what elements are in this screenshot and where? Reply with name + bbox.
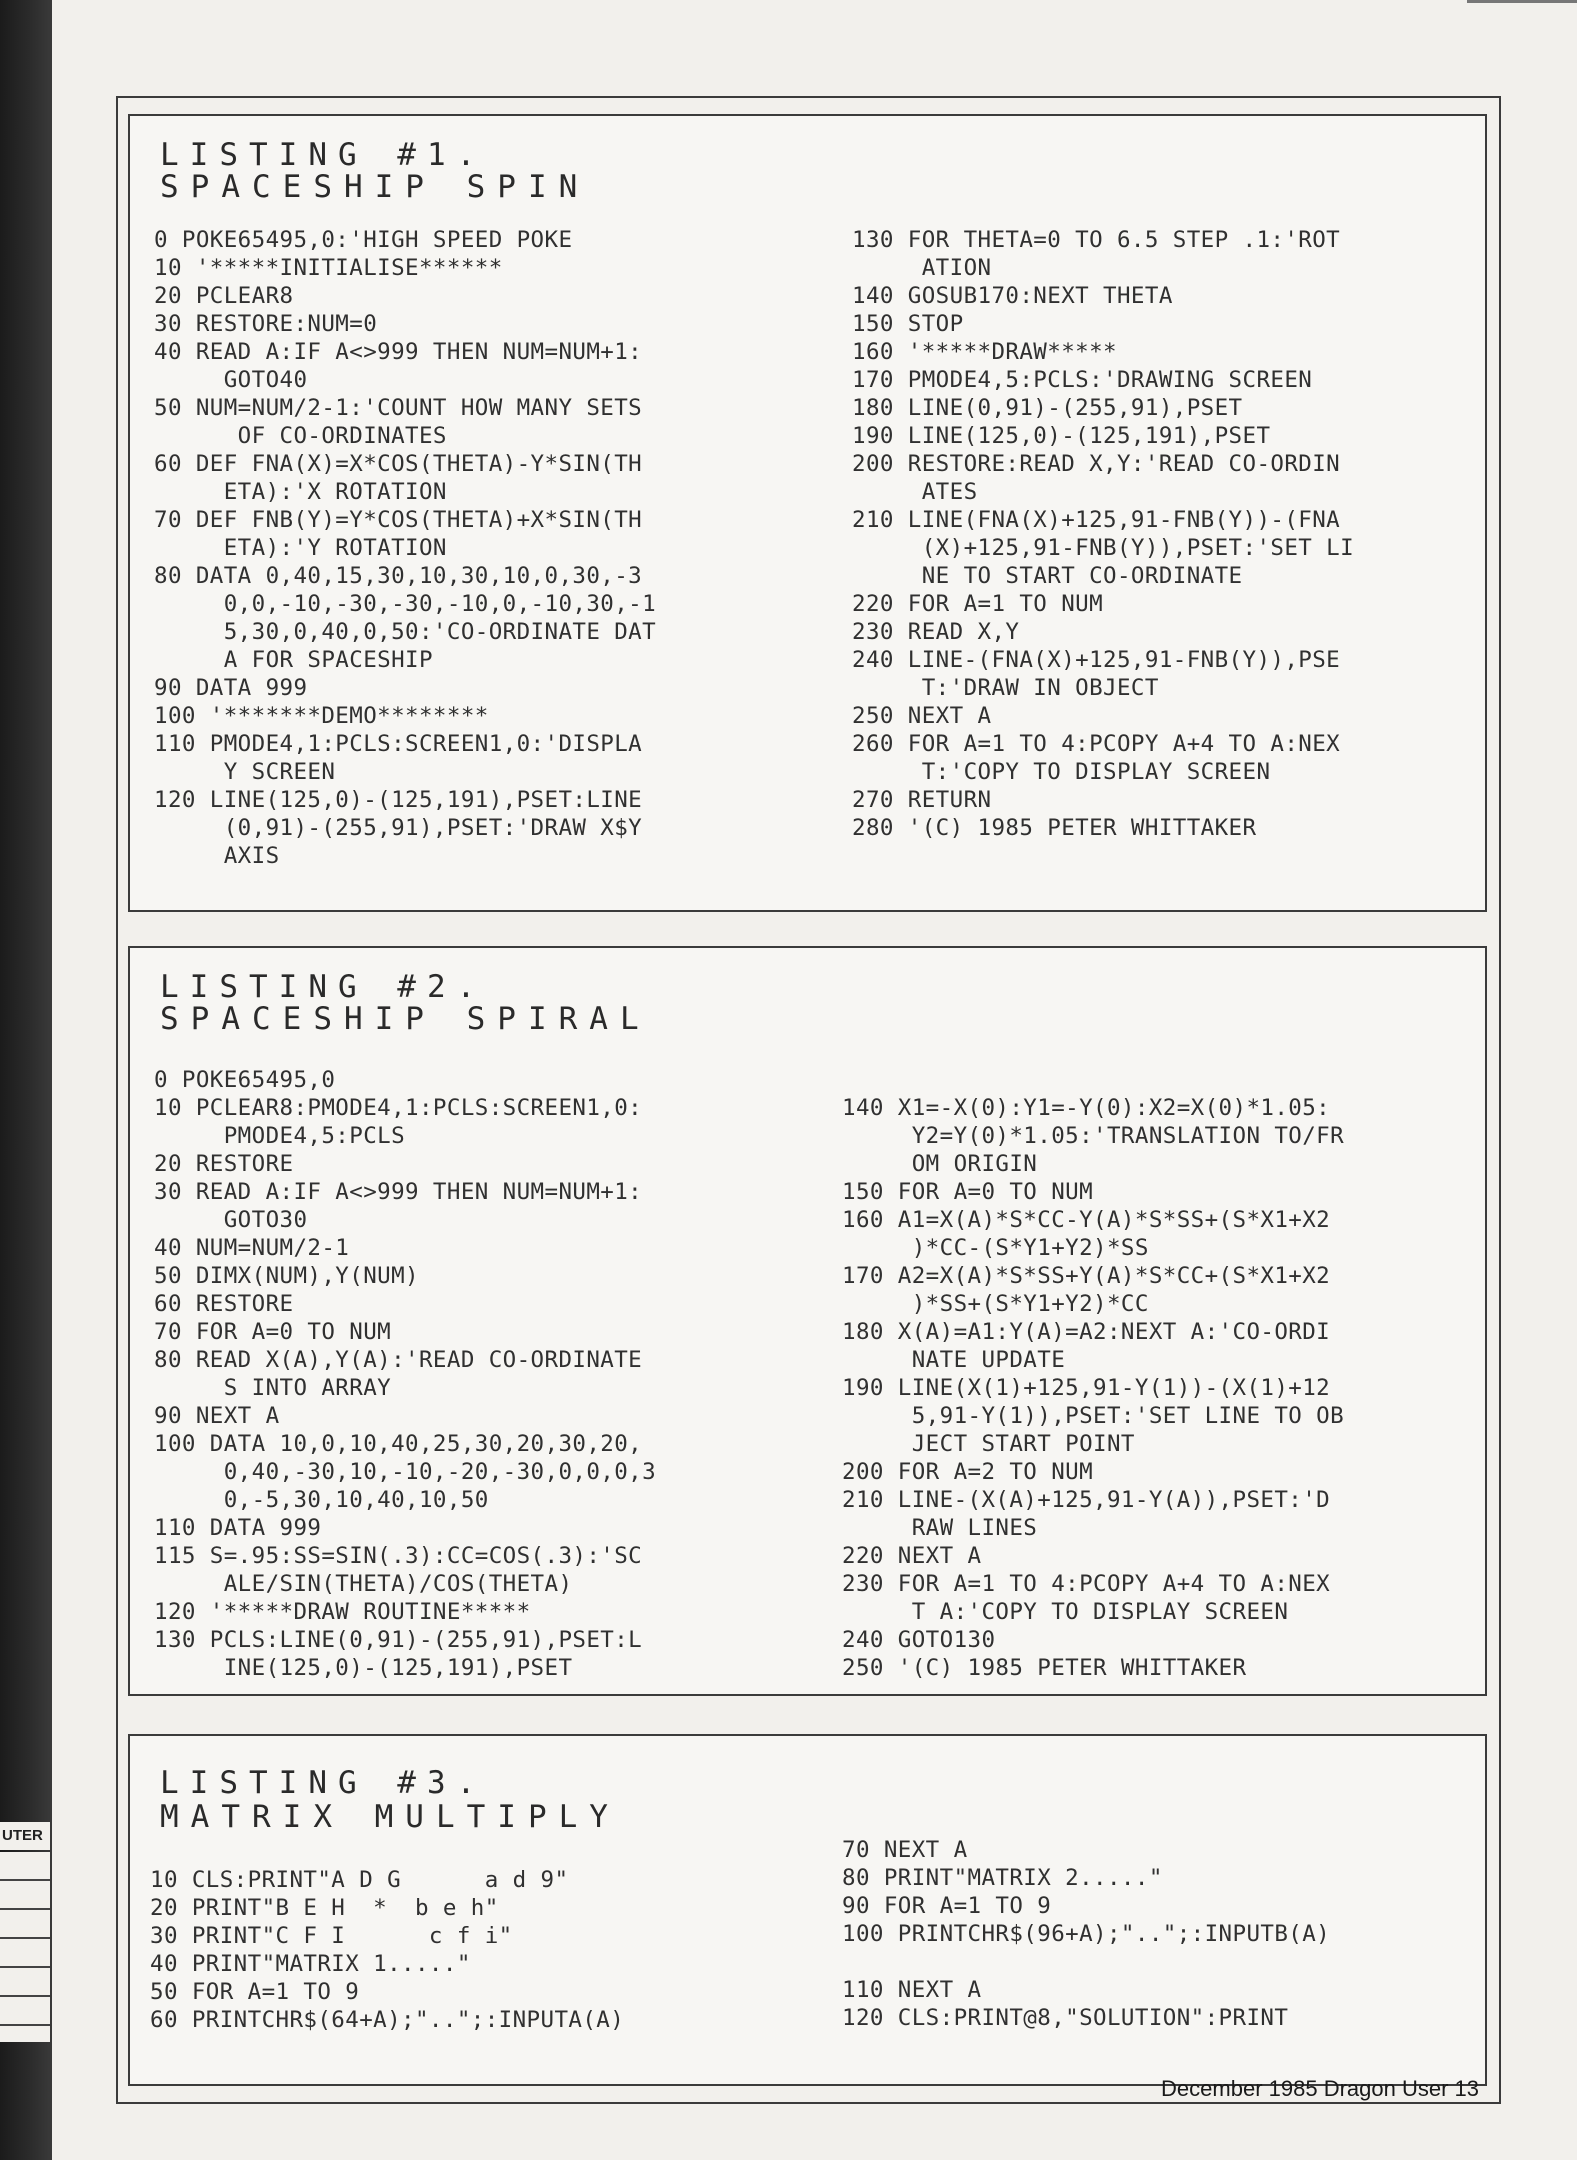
code-line: 230 FOR A=1 TO 4:PCOPY A+4 TO A:NEX bbox=[842, 1571, 1331, 1597]
code-line: (X)+125,91-FNB(Y)),PSET:'SET LI bbox=[852, 535, 1355, 561]
code-line: AXIS bbox=[154, 843, 280, 869]
code-line: Y2=Y(0)*1.05:'TRANSLATION TO/FR bbox=[842, 1123, 1345, 1149]
code-line: 270 RETURN bbox=[852, 787, 992, 813]
code-line: T A:'COPY TO DISPLAY SCREEN bbox=[842, 1599, 1289, 1625]
code-line: JECT START POINT bbox=[842, 1431, 1135, 1457]
code-line bbox=[842, 1948, 1330, 1976]
code-line: 170 PMODE4,5:PCLS:'DRAWING SCREEN bbox=[852, 367, 1313, 393]
listing-1-title: LISTING #1. bbox=[160, 137, 487, 173]
listing-3-right-code bbox=[842, 1836, 1330, 2032]
code-line: 40 NUM=NUM/2-1 bbox=[154, 1235, 350, 1261]
code-line: 110 NEXT A bbox=[842, 1977, 982, 2003]
code-line: 200 FOR A=2 TO NUM bbox=[842, 1459, 1094, 1485]
code-line: 80 PRINT"MATRIX 2....." bbox=[842, 1865, 1163, 1891]
code-line: 60 DEF FNA(X)=X*COS(THETA)-Y*SIN(TH bbox=[154, 451, 643, 477]
code-line: 80 DATA 0,40,15,30,10,30,10,0,30,-3 bbox=[154, 563, 643, 589]
code-line: ETA):'X ROTATION bbox=[154, 479, 447, 505]
code-line: 220 NEXT A bbox=[842, 1543, 982, 1569]
code-line: 90 FOR A=1 TO 9 bbox=[842, 1893, 1052, 1919]
code-line: 60 RESTORE bbox=[154, 1291, 294, 1317]
code-line: 110 DATA 999 bbox=[154, 1515, 322, 1541]
code-line: 140 GOSUB170:NEXT THETA bbox=[852, 283, 1173, 309]
code-line: 40 PRINT"MATRIX 1....." bbox=[150, 1951, 471, 1977]
code-line: 70 FOR A=0 TO NUM bbox=[154, 1319, 392, 1345]
listing-2-left-code bbox=[154, 1066, 656, 1682]
code-line: 190 LINE(X(1)+125,91-Y(1))-(X(1)+12 bbox=[842, 1375, 1331, 1401]
page-edge bbox=[1467, 0, 1577, 3]
code-line: 30 READ A:IF A<>999 THEN NUM=NUM+1: bbox=[154, 1179, 643, 1205]
code-line: 80 READ X(A),Y(A):'READ CO-ORDINATE bbox=[154, 1347, 643, 1373]
code-line: 5,30,0,40,0,50:'CO-ORDINATE DAT bbox=[154, 619, 657, 645]
code-line: 0,-5,30,10,40,10,50 bbox=[154, 1487, 489, 1513]
code-line: )*SS+(S*Y1+Y2)*CC bbox=[842, 1291, 1149, 1317]
code-line: 120 CLS:PRINT@8,"SOLUTION":PRINT bbox=[842, 2005, 1289, 2031]
code-line: 40 READ A:IF A<>999 THEN NUM=NUM+1: bbox=[154, 339, 643, 365]
code-line: )*CC-(S*Y1+Y2)*SS bbox=[842, 1235, 1149, 1261]
code-line: 0,40,-30,10,-10,-20,-30,0,0,0,3 bbox=[154, 1459, 657, 1485]
code-line: 30 PRINT"C F I c f i" bbox=[150, 1923, 513, 1949]
code-line: 100 DATA 10,0,10,40,25,30,20,30,20, bbox=[154, 1431, 643, 1457]
listing-3-left-code bbox=[150, 1866, 624, 2034]
code-line: 10 '*****INITIALISE****** bbox=[154, 255, 503, 281]
side-tab-lines bbox=[0, 1852, 50, 2042]
listing-1-left-code bbox=[154, 226, 656, 870]
listing-3-box bbox=[128, 1734, 1487, 2086]
code-line: 50 DIMX(NUM),Y(NUM) bbox=[154, 1263, 419, 1289]
listing-2-title: LISTING #2. bbox=[160, 969, 487, 1005]
code-line: T:'COPY TO DISPLAY SCREEN bbox=[852, 759, 1271, 785]
code-line: 115 S=.95:SS=SIN(.3):CC=COS(.3):'SC bbox=[154, 1543, 643, 1569]
listing-1-box bbox=[128, 114, 1487, 912]
code-line: 190 LINE(125,0)-(125,191),PSET bbox=[852, 423, 1271, 449]
code-line: 0,0,-10,-30,-30,-10,0,-10,30,-1 bbox=[154, 591, 657, 617]
listing-1-subtitle: SPACESHIP SPIN bbox=[160, 169, 590, 205]
code-line: 100 PRINTCHR$(96+A);"..";:INPUTB(A) bbox=[842, 1921, 1331, 1947]
listing-3-title: LISTING #3. bbox=[160, 1765, 487, 1801]
code-line: 10 CLS:PRINT"A D G a d 9" bbox=[150, 1867, 569, 1893]
code-line: 100 '*******DEMO******** bbox=[154, 703, 489, 729]
code-line: 120 '*****DRAW ROUTINE***** bbox=[154, 1599, 531, 1625]
code-line: NATE UPDATE bbox=[842, 1347, 1066, 1373]
code-line: ETA):'Y ROTATION bbox=[154, 535, 447, 561]
code-line: 160 A1=X(A)*S*CC-Y(A)*S*SS+(S*X1+X2 bbox=[842, 1207, 1331, 1233]
listing-2-subtitle: SPACESHIP SPIRAL bbox=[160, 1001, 651, 1037]
code-line: 130 PCLS:LINE(0,91)-(255,91),PSET:L bbox=[154, 1627, 643, 1653]
code-line: ALE/SIN(THETA)/COS(THETA) bbox=[154, 1571, 573, 1597]
code-line: (0,91)-(255,91),PSET:'DRAW X$Y bbox=[154, 815, 643, 841]
code-line: ATES bbox=[852, 479, 978, 505]
code-line: 90 NEXT A bbox=[154, 1403, 280, 1429]
code-line: 210 LINE(FNA(X)+125,91-FNB(Y))-(FNA bbox=[852, 507, 1341, 533]
code-line: 10 PCLEAR8:PMODE4,1:PCLS:SCREEN1,0: bbox=[154, 1095, 643, 1121]
code-line: 110 PMODE4,1:PCLS:SCREEN1,0:'DISPLA bbox=[154, 731, 643, 757]
code-line: 20 RESTORE bbox=[154, 1151, 294, 1177]
code-line: 250 '(C) 1985 PETER WHITTAKER bbox=[842, 1655, 1247, 1681]
code-line: 200 RESTORE:READ X,Y:'READ CO-ORDIN bbox=[852, 451, 1341, 477]
code-line: 150 STOP bbox=[852, 311, 964, 337]
code-line: 60 PRINTCHR$(64+A);"..";:INPUTA(A) bbox=[150, 2007, 625, 2033]
code-line: 20 PRINT"B E H * b e h" bbox=[150, 1895, 499, 1921]
code-line: 30 RESTORE:NUM=0 bbox=[154, 311, 378, 337]
code-line: 130 FOR THETA=0 TO 6.5 STEP .1:'ROT bbox=[852, 227, 1341, 253]
code-line: GOTO30 bbox=[154, 1207, 308, 1233]
code-line: OF CO-ORDINATES bbox=[154, 423, 447, 449]
listing-3-subtitle: MATRIX MULTIPLY bbox=[160, 1799, 620, 1835]
code-line: PMODE4,5:PCLS bbox=[154, 1123, 406, 1149]
code-line: ATION bbox=[852, 255, 992, 281]
listing-2-right-code bbox=[842, 1094, 1344, 1682]
code-line: 150 FOR A=0 TO NUM bbox=[842, 1179, 1094, 1205]
code-line: 240 GOTO130 bbox=[842, 1627, 996, 1653]
listing-1-right-code bbox=[852, 226, 1354, 842]
code-line: 210 LINE-(X(A)+125,91-Y(A)),PSET:'D bbox=[842, 1487, 1331, 1513]
code-line: T:'DRAW IN OBJECT bbox=[852, 675, 1159, 701]
page-footer: December 1985 Dragon User 13 bbox=[1161, 2076, 1479, 2101]
code-line: 240 LINE-(FNA(X)+125,91-FNB(Y)),PSE bbox=[852, 647, 1341, 673]
code-line: 230 READ X,Y bbox=[852, 619, 1020, 645]
side-tab-label: UTER bbox=[0, 1822, 50, 1850]
code-line: GOTO40 bbox=[154, 367, 308, 393]
code-line: 5,91-Y(1)),PSET:'SET LINE TO OB bbox=[842, 1403, 1345, 1429]
code-line: NE TO START CO-ORDINATE bbox=[852, 563, 1243, 589]
code-line: 50 NUM=NUM/2-1:'COUNT HOW MANY SETS bbox=[154, 395, 643, 421]
code-line: Y SCREEN bbox=[154, 759, 336, 785]
listing-2-box bbox=[128, 946, 1487, 1696]
code-line: 140 X1=-X(0):Y1=-Y(0):X2=X(0)*1.05: bbox=[842, 1095, 1331, 1121]
code-line: 250 NEXT A bbox=[852, 703, 992, 729]
code-line: 70 DEF FNB(Y)=Y*COS(THETA)+X*SIN(TH bbox=[154, 507, 643, 533]
code-line: A FOR SPACESHIP bbox=[154, 647, 433, 673]
code-line: 260 FOR A=1 TO 4:PCOPY A+4 TO A:NEX bbox=[852, 731, 1341, 757]
code-line: S INTO ARRAY bbox=[154, 1375, 392, 1401]
code-line: 20 PCLEAR8 bbox=[154, 283, 294, 309]
code-line: 280 '(C) 1985 PETER WHITTAKER bbox=[852, 815, 1257, 841]
code-line: 0 POKE65495,0:'HIGH SPEED POKE bbox=[154, 227, 573, 253]
code-line: 160 '*****DRAW***** bbox=[852, 339, 1117, 365]
code-line: 120 LINE(125,0)-(125,191),PSET:LINE bbox=[154, 787, 643, 813]
code-line: 50 FOR A=1 TO 9 bbox=[150, 1979, 360, 2005]
code-line: 0 POKE65495,0 bbox=[154, 1067, 336, 1093]
code-line: 180 X(A)=A1:Y(A)=A2:NEXT A:'CO-ORDI bbox=[842, 1319, 1331, 1345]
code-line: 170 A2=X(A)*S*SS+Y(A)*S*CC+(S*X1+X2 bbox=[842, 1263, 1331, 1289]
code-line: 70 NEXT A bbox=[842, 1837, 968, 1863]
code-line: RAW LINES bbox=[842, 1515, 1038, 1541]
code-line: 90 DATA 999 bbox=[154, 675, 308, 701]
code-line: 180 LINE(0,91)-(255,91),PSET bbox=[852, 395, 1243, 421]
code-line: 220 FOR A=1 TO NUM bbox=[852, 591, 1104, 617]
code-line: OM ORIGIN bbox=[842, 1151, 1038, 1177]
code-line: INE(125,0)-(125,191),PSET bbox=[154, 1655, 573, 1681]
